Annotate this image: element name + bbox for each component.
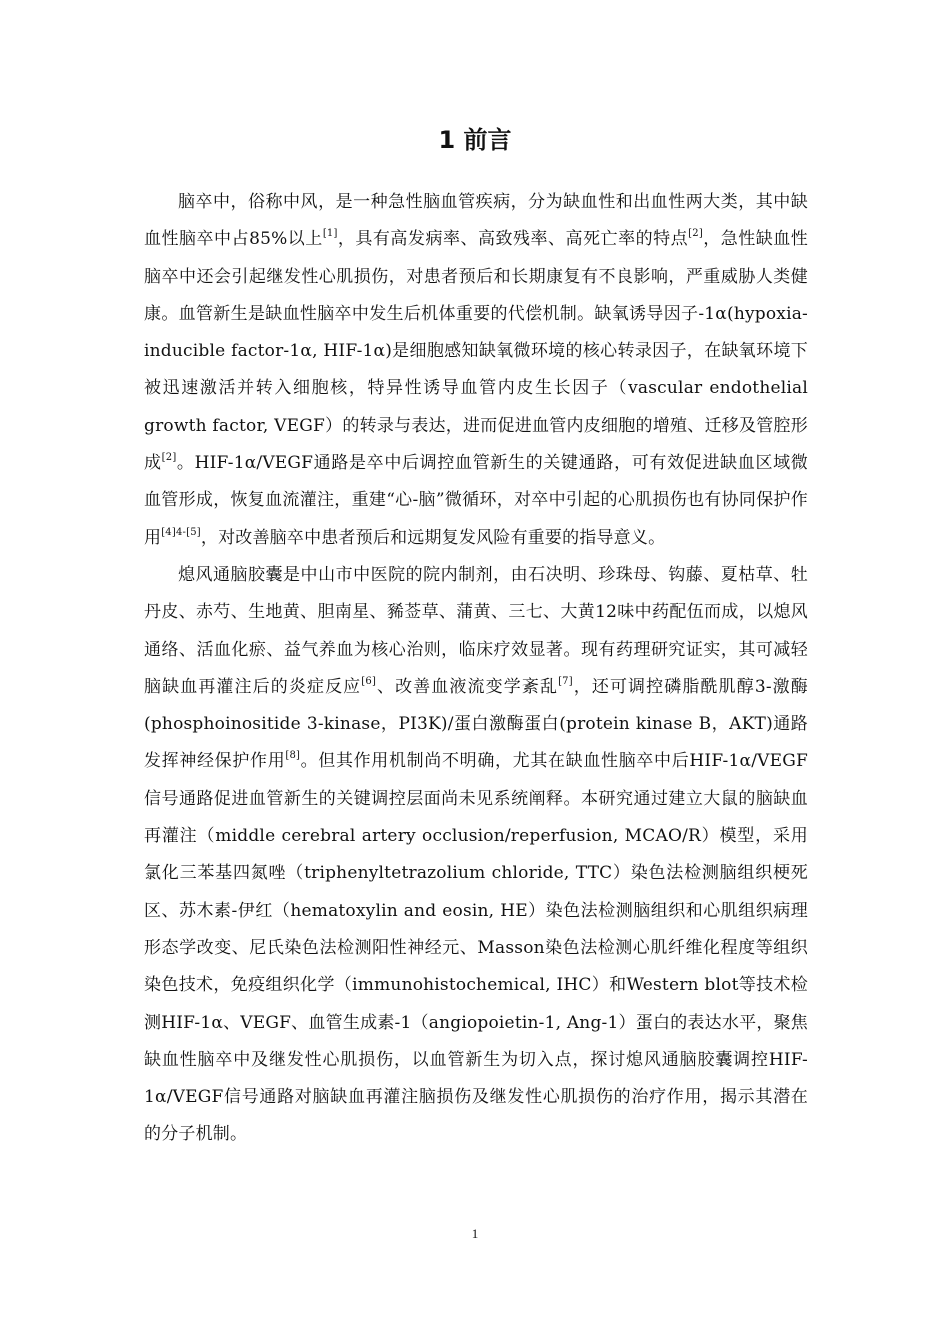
- citation-ref: [8]: [285, 750, 301, 762]
- citation-ref: [2]: [688, 228, 703, 240]
- citation-ref: [2]: [161, 452, 177, 464]
- citation-ref: [7]: [558, 675, 573, 687]
- text-run: ，急性缺血性脑卒中还会引起继发性心肌损伤，对患者预后和长期康复有不良影响，严重威胁人类健康。血管新生是缺血性脑卒中发生后机体重要的代偿机制。缺氧诱导因子-1α(hypoxia-inducible factor-1α, HIF-1α)是细胞感知缺氧微环境的核心转录因子，在缺氧环境下被迅速激活并转入细胞核，特异性诱导血管内皮生长因子（vascular endothelial growth factor, VEGF）的转录与表达，进而促进血管内皮细胞的增殖、迁移及管腔形成: [144, 229, 808, 474]
- text-run: 。HIF-1α/VEGF通路是卒中后调控血管新生的关键通路，可有效促进缺血区域微血管形成，恢复血流灌注，重建“心-脑”微循环，对卒中引起的心肌损伤也有协同保护作用: [144, 453, 808, 548]
- text-run: ，具有高发病率、高致残率、高死亡率的特点: [337, 229, 689, 250]
- body-text: [144, 184, 808, 1154]
- citation-ref: [1]: [322, 228, 338, 240]
- text-run: 。但其作用机制尚不明确，尤其在缺血性脑卒中后HIF-1α/VEGF信号通路促进血管新生的关键调控层面尚未见系统阐释。本研究通过建立大鼠的脑缺血再灌注（middle cerebral artery occlusion/reperfusion, MCAO/R）模型，采用氯化三苯基四氮唑（triphenyltetrazolium chloride, TTC）染色法检测脑组织梗死区、苏木素-伊红（hematoxylin and eosin, HE）染色法检测脑组织和心肌组织病理形态学改变、尼氏染色法检测阳性神经元、Masson染色法检测心肌纤维化程度等组织染色技术，免疫组织化学（immunohistochemical, IHC）和Western blot等技术检测HIF-1α、VEGF、血管生成素-1（angiopoietin-1, Ang-1）蛋白的表达水平，聚焦缺血性脑卒中及继发性心肌损伤，以血管新生为切入点，探讨熄风通脑胶囊调控HIF-1α/VEGF信号通路对脑缺血再灌注脑损伤及继发性心肌损伤的治疗作用，揭示其潜在的分子机制。: [144, 751, 808, 1145]
- page-number: 1: [471, 1226, 479, 1241]
- text-run: ，对改善脑卒中患者预后和远期复发风险有重要的指导意义。: [200, 527, 666, 548]
- text-run: 、改善血液流变学紊乱: [376, 676, 559, 697]
- citation-ref: [6]: [361, 675, 377, 687]
- paragraph: [144, 184, 808, 557]
- section-title: 1 前言: [438, 126, 512, 154]
- citation-ref: [4]4-[5]: [161, 526, 201, 538]
- text-run: 脑卒中，俗称中风，是一种急性脑血管疾病，分为缺血性和出血性两大类，其中缺血性脑卒中占85%以上: [144, 192, 808, 250]
- text-run: ，还可调控磷脂酰肌醇3-激酶(phosphoinositide 3-kinase，PI3K)/蛋白激酶蛋白(protein kinase B，AKT)通路发挥神经保护作用: [144, 676, 808, 772]
- paragraph: [144, 557, 808, 1154]
- text-run: 熄风通脑胶囊是中山市中医院的院内制剂，由石决明、珍珠母、钩藤、夏枯草、牡丹皮、赤芍、生地黄、胆南星、豨莶草、蒲黄、三七、大黄12味中药配伍而成，以熄风通络、活血化瘀、益气养血为核心治则，临床疗效显著。现有药理研究证实，其可减轻脑缺血再灌注后的炎症反应: [144, 564, 808, 697]
